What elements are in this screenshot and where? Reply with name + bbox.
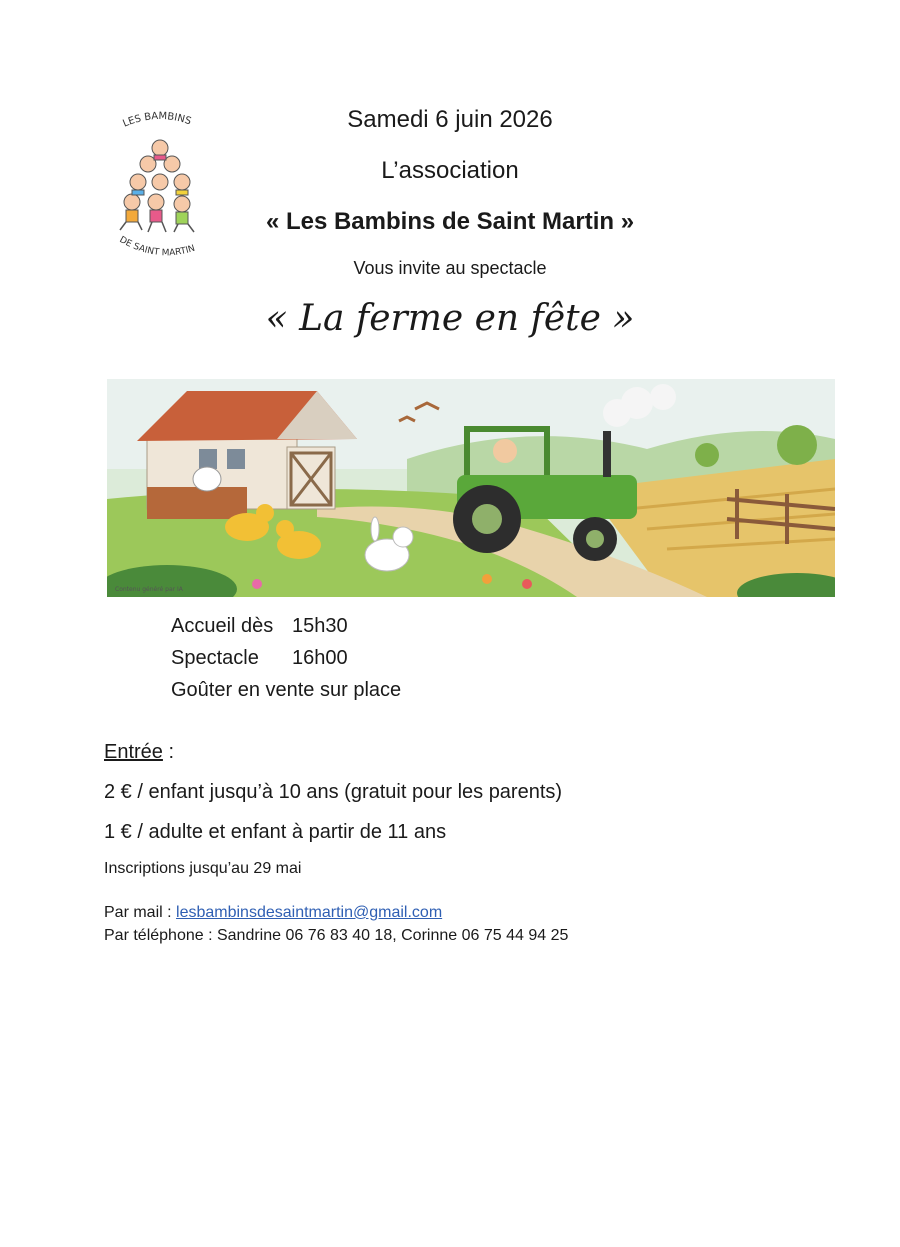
schedule-row-show bbox=[171, 647, 348, 670]
pricing-heading: Entrée : bbox=[104, 741, 175, 763]
registration-deadline: Inscriptions jusqu’au 29 mai bbox=[104, 860, 302, 877]
price-child: 2 € / enfant jusqu’à 10 ans (gratuit pour les parents) bbox=[104, 781, 563, 803]
email-link[interactable]: lesbambinsdesaintmartin@gmail.com bbox=[176, 904, 443, 921]
association-name: « Les Bambins de Saint Martin » bbox=[265, 208, 635, 235]
event-date: Samedi 6 juin 2026 bbox=[347, 106, 553, 133]
schedule-time: 15h30 bbox=[292, 615, 348, 637]
association-intro: L’association bbox=[381, 157, 519, 184]
schedule-label: Spectacle bbox=[171, 647, 259, 669]
logo-top-text: LES BAMBINS bbox=[121, 110, 193, 130]
farm-illustration bbox=[107, 379, 835, 597]
price-adult: 1 € / adulte et enfant à partir de 11 ans bbox=[104, 821, 447, 843]
svg-text:DE SAINT MARTIN bbox=[118, 235, 197, 258]
invitation-text: Vous invite au spectacle bbox=[353, 258, 547, 278]
show-title: « La ferme en fête » bbox=[265, 298, 635, 339]
logo-bottom-text: DE SAINT MARTIN bbox=[117, 235, 197, 259]
schedule-label: Accueil dès bbox=[171, 615, 274, 637]
schedule-row-snack bbox=[171, 679, 401, 702]
contact-phone: Par téléphone : Sandrine 06 76 83 40 18, Corinne 06 75 44 94 25 bbox=[104, 927, 569, 944]
contact-mail: Par mail : lesbambinsdesaintmartin@gmail.com bbox=[104, 904, 443, 921]
banner-caption: Contenu généré par IA bbox=[115, 586, 183, 593]
schedule-time: 16h00 bbox=[292, 647, 348, 669]
schedule-row-welcome bbox=[171, 615, 348, 638]
schedule-label: Goûter en vente sur place bbox=[171, 679, 402, 701]
